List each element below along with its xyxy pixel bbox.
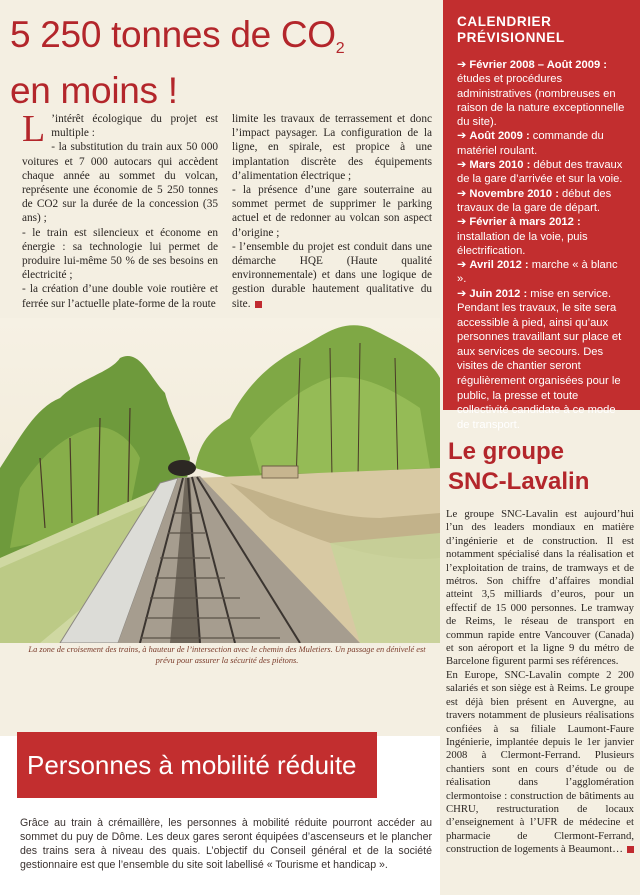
calendar-item-text: marche « à blanc ». <box>457 259 618 286</box>
railway-illustration <box>0 318 440 643</box>
intro-paragraph: - la substitution du train aux 50 000 voitures et 7 000 autocars qui accèdent chaque année au sommet du volcan, représente une économie de 5 250 tonnes de CO2 sur la durée de la concession (35 ans) ; <box>22 141 218 225</box>
calendar-title <box>457 14 630 46</box>
arrow-right-icon: ➔ <box>457 287 467 300</box>
caption-line2: prévu pour assurer la sécurité des piétons. <box>155 655 299 665</box>
intro-paragraph: - le train est silencieux et économe en énergie : sa technologie lui permet de produire lui-même 50 % de ses besoins en électricité ; <box>22 226 218 282</box>
calendar-item <box>457 215 630 258</box>
calendar-item-date: Avril 2012 : <box>469 259 529 272</box>
snc-section-body <box>446 508 634 857</box>
calendar-item-date: Août 2009 : <box>469 130 530 143</box>
calendar-item <box>457 187 630 216</box>
calendar-item-text: études et procédures administratives (nombreuses en raison de la nature exceptionnelle du site). <box>457 73 625 129</box>
calendar-item-date: Novembre 2010 : <box>469 187 559 200</box>
snc-title-line2: SNC-Lavalin <box>448 468 590 495</box>
pmr-title: Personnes à mobilité réduite <box>17 732 377 798</box>
pmr-text: Grâce au train à crémaillère, les personnes à mobilité réduite pourront accéder au sommet du puy de Dôme. Les deux gares seront équipées d’ascenseurs et le plancher des trains sera à niveau des quais. L’objectif du Conseil général et de la société gestionnaire est que l’ensemble du site soit labellisé « Tourisme et handicap ». <box>20 817 432 871</box>
pmr-box <box>0 736 440 895</box>
calendar-item-text: installation de la voie, puis électrification. <box>457 230 588 257</box>
intro-column-right <box>232 112 432 311</box>
snc-section-title <box>448 437 638 497</box>
dropcap: L <box>22 108 46 150</box>
illustration-caption <box>12 645 442 666</box>
calendar-item <box>457 129 630 158</box>
headline-subscript: 2 <box>335 40 345 57</box>
calendar-item-text: début des travaux de la gare de départ. <box>457 187 612 214</box>
arrow-right-icon: ➔ <box>457 259 467 272</box>
intro-paragraph: limite les travaux de terrassement et donc l’impact paysager. La configuration de la ligne, en spirale, est propice à une implantation discrète des équipements d’alimentation électrique ; <box>232 113 432 182</box>
calendar-item-date: Mars 2010 : <box>469 159 531 172</box>
snc-paragraph <box>446 669 634 857</box>
calendar-item-text: mise en service. <box>527 287 612 300</box>
calendar-note: Pendant les travaux, le site sera accessible à pied, ainsi qu’aux personnes travaillant sur place et aux services de secours. Des visites de chantier seront régulièrement organisées pour le public, la presse et toute collectivité candidate à ce mode de transport. <box>457 302 622 431</box>
arrow-right-icon: ➔ <box>457 59 467 71</box>
intro-paragraph: - la présence d’une gare souterraine au sommet permet de supprimer le parking actuel et de redonner au volcan son aspect d’origine ; <box>232 184 432 239</box>
arrow-right-icon: ➔ <box>457 187 467 200</box>
calendar-item <box>457 158 630 187</box>
headline-line2: en moins ! <box>10 70 178 111</box>
calendar-item-date: Juin 2012 : <box>469 287 528 300</box>
calendar-title-line2: PRÉVISIONNEL <box>457 30 565 45</box>
railway-sketch <box>0 318 440 643</box>
arrow-right-icon: ➔ <box>457 216 467 229</box>
calendar-item-date: Février 2008 – Août 2009 : <box>469 59 608 71</box>
snc-paragraph-text: En Europe, SNC-Lavalin compte 2 200 salariés et son siège est à Reims. Le groupe est déjà bien présent en Auvergne, au travers notamment de plusieurs réalisations confiées à sa filiale Laumont-Faure Ingénierie, implantée depuis le 1er janvier 2008 à Clermont-Ferrand. Plusieurs chantiers sont en cours d’étude ou de réalisation dans l’agglomération clermontoise : construction de bâtiments au CHRU, restructuration de locaux d’enseignement à l’UFR de médecine et pharmacie de Clermont-Ferrand, construction de logements à Beaumont… <box>446 668 634 856</box>
calendar-item-date: Février à mars 2012 : <box>469 216 581 229</box>
caption-line1: La zone de croisement des trains, à hauteur de l’intersection avec le chemin des Muletiers. Un passage en dénivelé est <box>28 645 426 654</box>
intro-paragraph: - la création d’une double voie routière et ferrée sur l’actuelle plate-forme de la route <box>22 283 218 310</box>
end-mark-icon <box>627 846 634 853</box>
end-mark-icon <box>255 301 262 308</box>
intro-final-text: - l’ensemble du projet est conduit dans une démarche HQE (Haute qualité environnementale) et dans une logique de gestion durable hautement qualitative du site. <box>232 240 432 310</box>
calendar-box <box>443 0 640 431</box>
arrow-right-icon: ➔ <box>457 130 467 143</box>
snc-paragraph: Le groupe SNC-Lavalin est aujourd’hui l’un des leaders mondiaux en matière d’ingénierie et de construction. Il est notamment spécialisé dans la réalisation et l’exploitation de trains, de tramways et de métros. Son chiffre d’affaires mondial atteint 3,5 milliards d’euros, pour un effectif de 15 000 personnes. Le tramway de Reims, le réseau de transport en commun rapide entre Vancouver (Canada) et son aéroport et la ligne 9 du métro de Barcelone figurent parmi ses références. <box>446 508 634 668</box>
calendar-title-line1: CALENDRIER <box>457 14 552 29</box>
calendar-item <box>457 258 630 287</box>
intro-paragraph: ’intérêt écologique du projet est multiple : <box>51 113 218 140</box>
calendar-item <box>457 287 630 301</box>
headline-line1: 5 250 tonnes de CO <box>10 14 336 55</box>
calendar-item <box>457 58 630 129</box>
snc-title-line1: Le groupe <box>448 438 565 465</box>
article-headline <box>10 14 430 112</box>
intro-paragraph <box>232 240 432 311</box>
intro-column-left <box>22 108 218 311</box>
calendar-items <box>457 58 630 301</box>
calendar-item-text: début des travaux de la gare d’arrivée et sur la voie. <box>457 159 623 186</box>
calendar-item-text: commande du matériel roulant. <box>457 130 604 157</box>
arrow-right-icon: ➔ <box>457 159 467 172</box>
